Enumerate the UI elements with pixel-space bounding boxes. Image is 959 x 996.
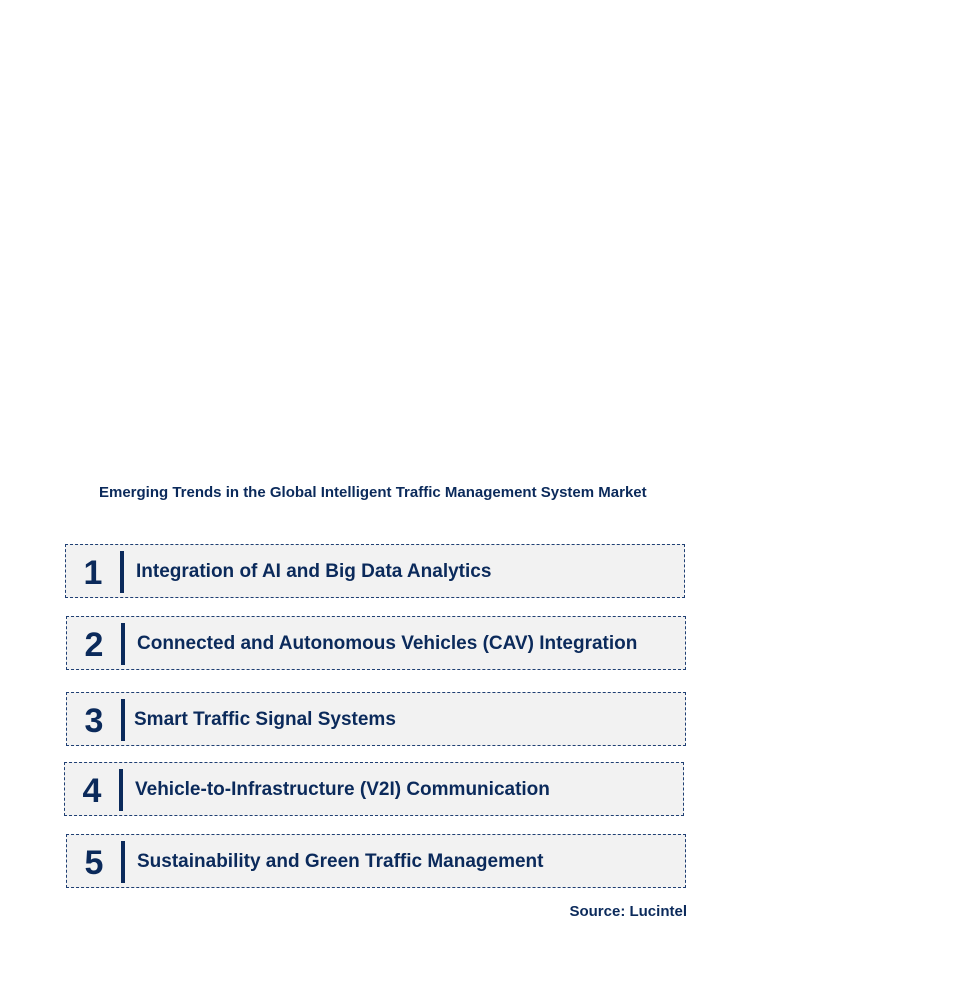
diagram-title: Emerging Trends in the Global Intelligent Traffic Management System Market (99, 484, 647, 501)
trend-item-3 (66, 692, 686, 746)
trend-label: Smart Traffic Signal Systems (134, 709, 396, 730)
trend-number: 4 (82, 772, 102, 810)
trend-label: Sustainability and Green Traffic Management (137, 851, 544, 872)
source-note: Source: Lucintel (569, 903, 687, 920)
trend-label: Integration of AI and Big Data Analytics (136, 561, 492, 582)
trend-item-1 (65, 544, 685, 598)
trend-item-2 (66, 616, 686, 670)
trend-number: 2 (84, 626, 104, 664)
trend-divider (121, 841, 125, 883)
trend-label: Connected and Autonomous Vehicles (CAV) Integration (137, 633, 638, 654)
trend-item-5 (66, 834, 686, 888)
trend-divider (121, 623, 125, 665)
trend-number: 5 (84, 844, 104, 882)
trend-number: 3 (84, 702, 104, 740)
trend-divider (120, 551, 124, 593)
trend-number: 1 (83, 554, 103, 592)
trend-label: Vehicle-to-Infrastructure (V2I) Communication (135, 779, 550, 800)
trend-divider (119, 769, 123, 811)
trend-divider (121, 699, 125, 741)
trend-item-4 (64, 762, 684, 816)
